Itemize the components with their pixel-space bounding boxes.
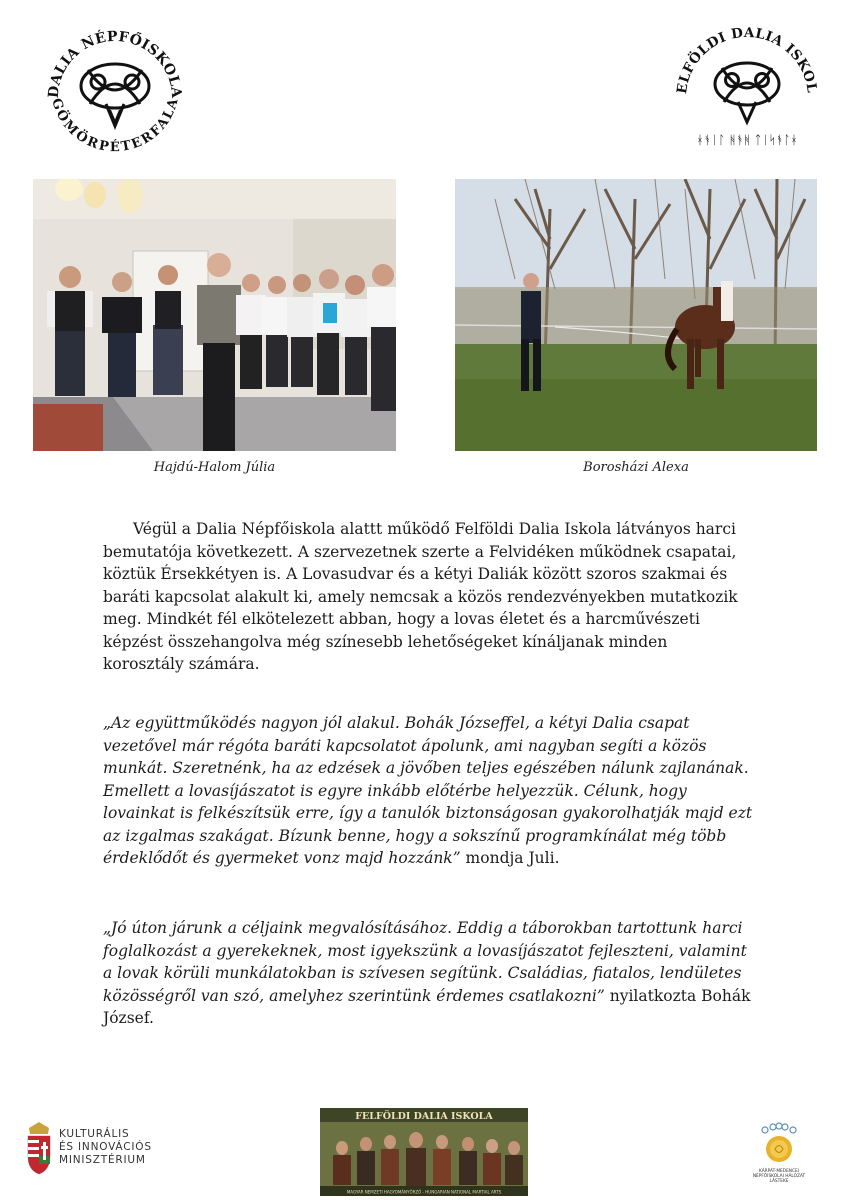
horse-training-photo	[455, 179, 817, 451]
knotwork-emblem-icon	[715, 63, 779, 122]
quote-bohak-text: „Jó úton járunk a céljaink megvalósításához. Eddig a táborokban tartottunk harci foglalkozást a gyerekeknek, most igyekszünk a lovasíjászatot fejleszteni, valamint a lovak körüli munkálatokban is szívesen segítünk. Családias, fiatalos, lendületes közösségről van szó, amelyhez szerintünk érdemes csatlakozni”	[103, 919, 747, 1005]
quote-julia	[103, 712, 753, 870]
ministry-logo	[24, 1120, 174, 1180]
photo-group-indoor	[33, 179, 396, 451]
logo-right-bottom-text: ᚼᚬᛁᛚ ᚻᚬᚻ ᛏᛁᛋᚬᛚᚼ	[696, 133, 798, 147]
felfoldi-dalia-banner	[320, 1108, 528, 1196]
knotwork-emblem-icon	[81, 64, 149, 126]
network-line-2: NÉPFŐISKOLAI HÁLÓZAT	[752, 1174, 806, 1179]
banner-title: FELFÖLDI DALIA ISKOLA	[355, 1111, 493, 1122]
logo-left-top-text: DALIA NÉPFŐISKOLA	[45, 28, 185, 99]
quote-julia-text: „Az együttműködés nagyon jól alakul. Bohák Józseffel, a kétyi Dalia csapat vezetővel már régóta baráti kapcsolatot ápolunk, ami nagyban segíti a közös munkát. Szeretnénk, ha az edzések a jövőben teljes egészében nálunk zajlanának. Emellett a lovasíjászatot is egyre inkább előtérbe helyezzük. Célunk, hogy lovainkat is felkészítsük erre, így a tanulók biztonságosan gyakorolhatják majd ezt az izgalmas szakágat. Bízunk benne, hogy a sokszínű programkínálat még több érdeklődőt és gyermeket vonz majd hozzánk”	[103, 714, 753, 867]
photo-horse-training	[455, 179, 817, 451]
hungarian-coat-of-arms-icon	[24, 1120, 54, 1176]
sun-ornament-icon	[757, 1122, 801, 1164]
dalia-nepfoiskola-logo	[40, 18, 190, 168]
banner-subtitle: MAGYAR NEMZETI HAGYOMÁNYŐRZŐ - HUNGARIAN NATIONAL MARTIAL ARTS	[346, 1189, 502, 1195]
ministry-line-2: ÉS INNOVÁCIÓS	[59, 1141, 152, 1153]
karpat-medencei-network-logo	[745, 1122, 813, 1188]
ministry-line-3: MINISZTÉRIUM	[59, 1154, 146, 1166]
ministry-line-1: KULTURÁLIS	[59, 1128, 130, 1140]
network-line-1: KÁRPÁT-MEDENCEI	[758, 1169, 799, 1174]
photo-caption-1: Hajdú-Halom Júlia	[153, 460, 276, 475]
article-paragraph-1: Végül a Dalia Népfőiskola alattt működő Felföldi Dalia Iskola látványos harci bemutatója következett. A szervezetnek szerte a Felvidéken működnek csapatai, köztük Érsekkétyen is. A Lovasudvar és a kétyi Daliák között szoros szakmai és baráti kapcsolat alakult ki, amely nemcsak a közös rendezvényekben mutatkozik meg. Mindkét fél elkötelezett abban, hogy a lovas életet és a harcművészeti képzést összehangolva még színesebb lehetőségeket kínáljanak minden korosztály számára.	[103, 520, 738, 673]
quote-bohak-attribution: nyilatkozta Bohák József.	[103, 986, 751, 1027]
photo-caption-2: Borosházi Alexa	[583, 460, 689, 475]
logo-left-bottom-text: GÖMÖRPÉTERFALA	[48, 96, 182, 156]
logo-right-top-text: ELFÖLDI DALIA ISKOL	[674, 24, 820, 95]
felfoldi-dalia-iskola-logo	[672, 18, 822, 168]
network-line-3: LÁSTEKE	[769, 1179, 789, 1184]
group-indoor-photo	[33, 179, 396, 451]
quote-bohak	[103, 917, 753, 1030]
quote-julia-attribution: mondja Juli.	[460, 849, 560, 867]
